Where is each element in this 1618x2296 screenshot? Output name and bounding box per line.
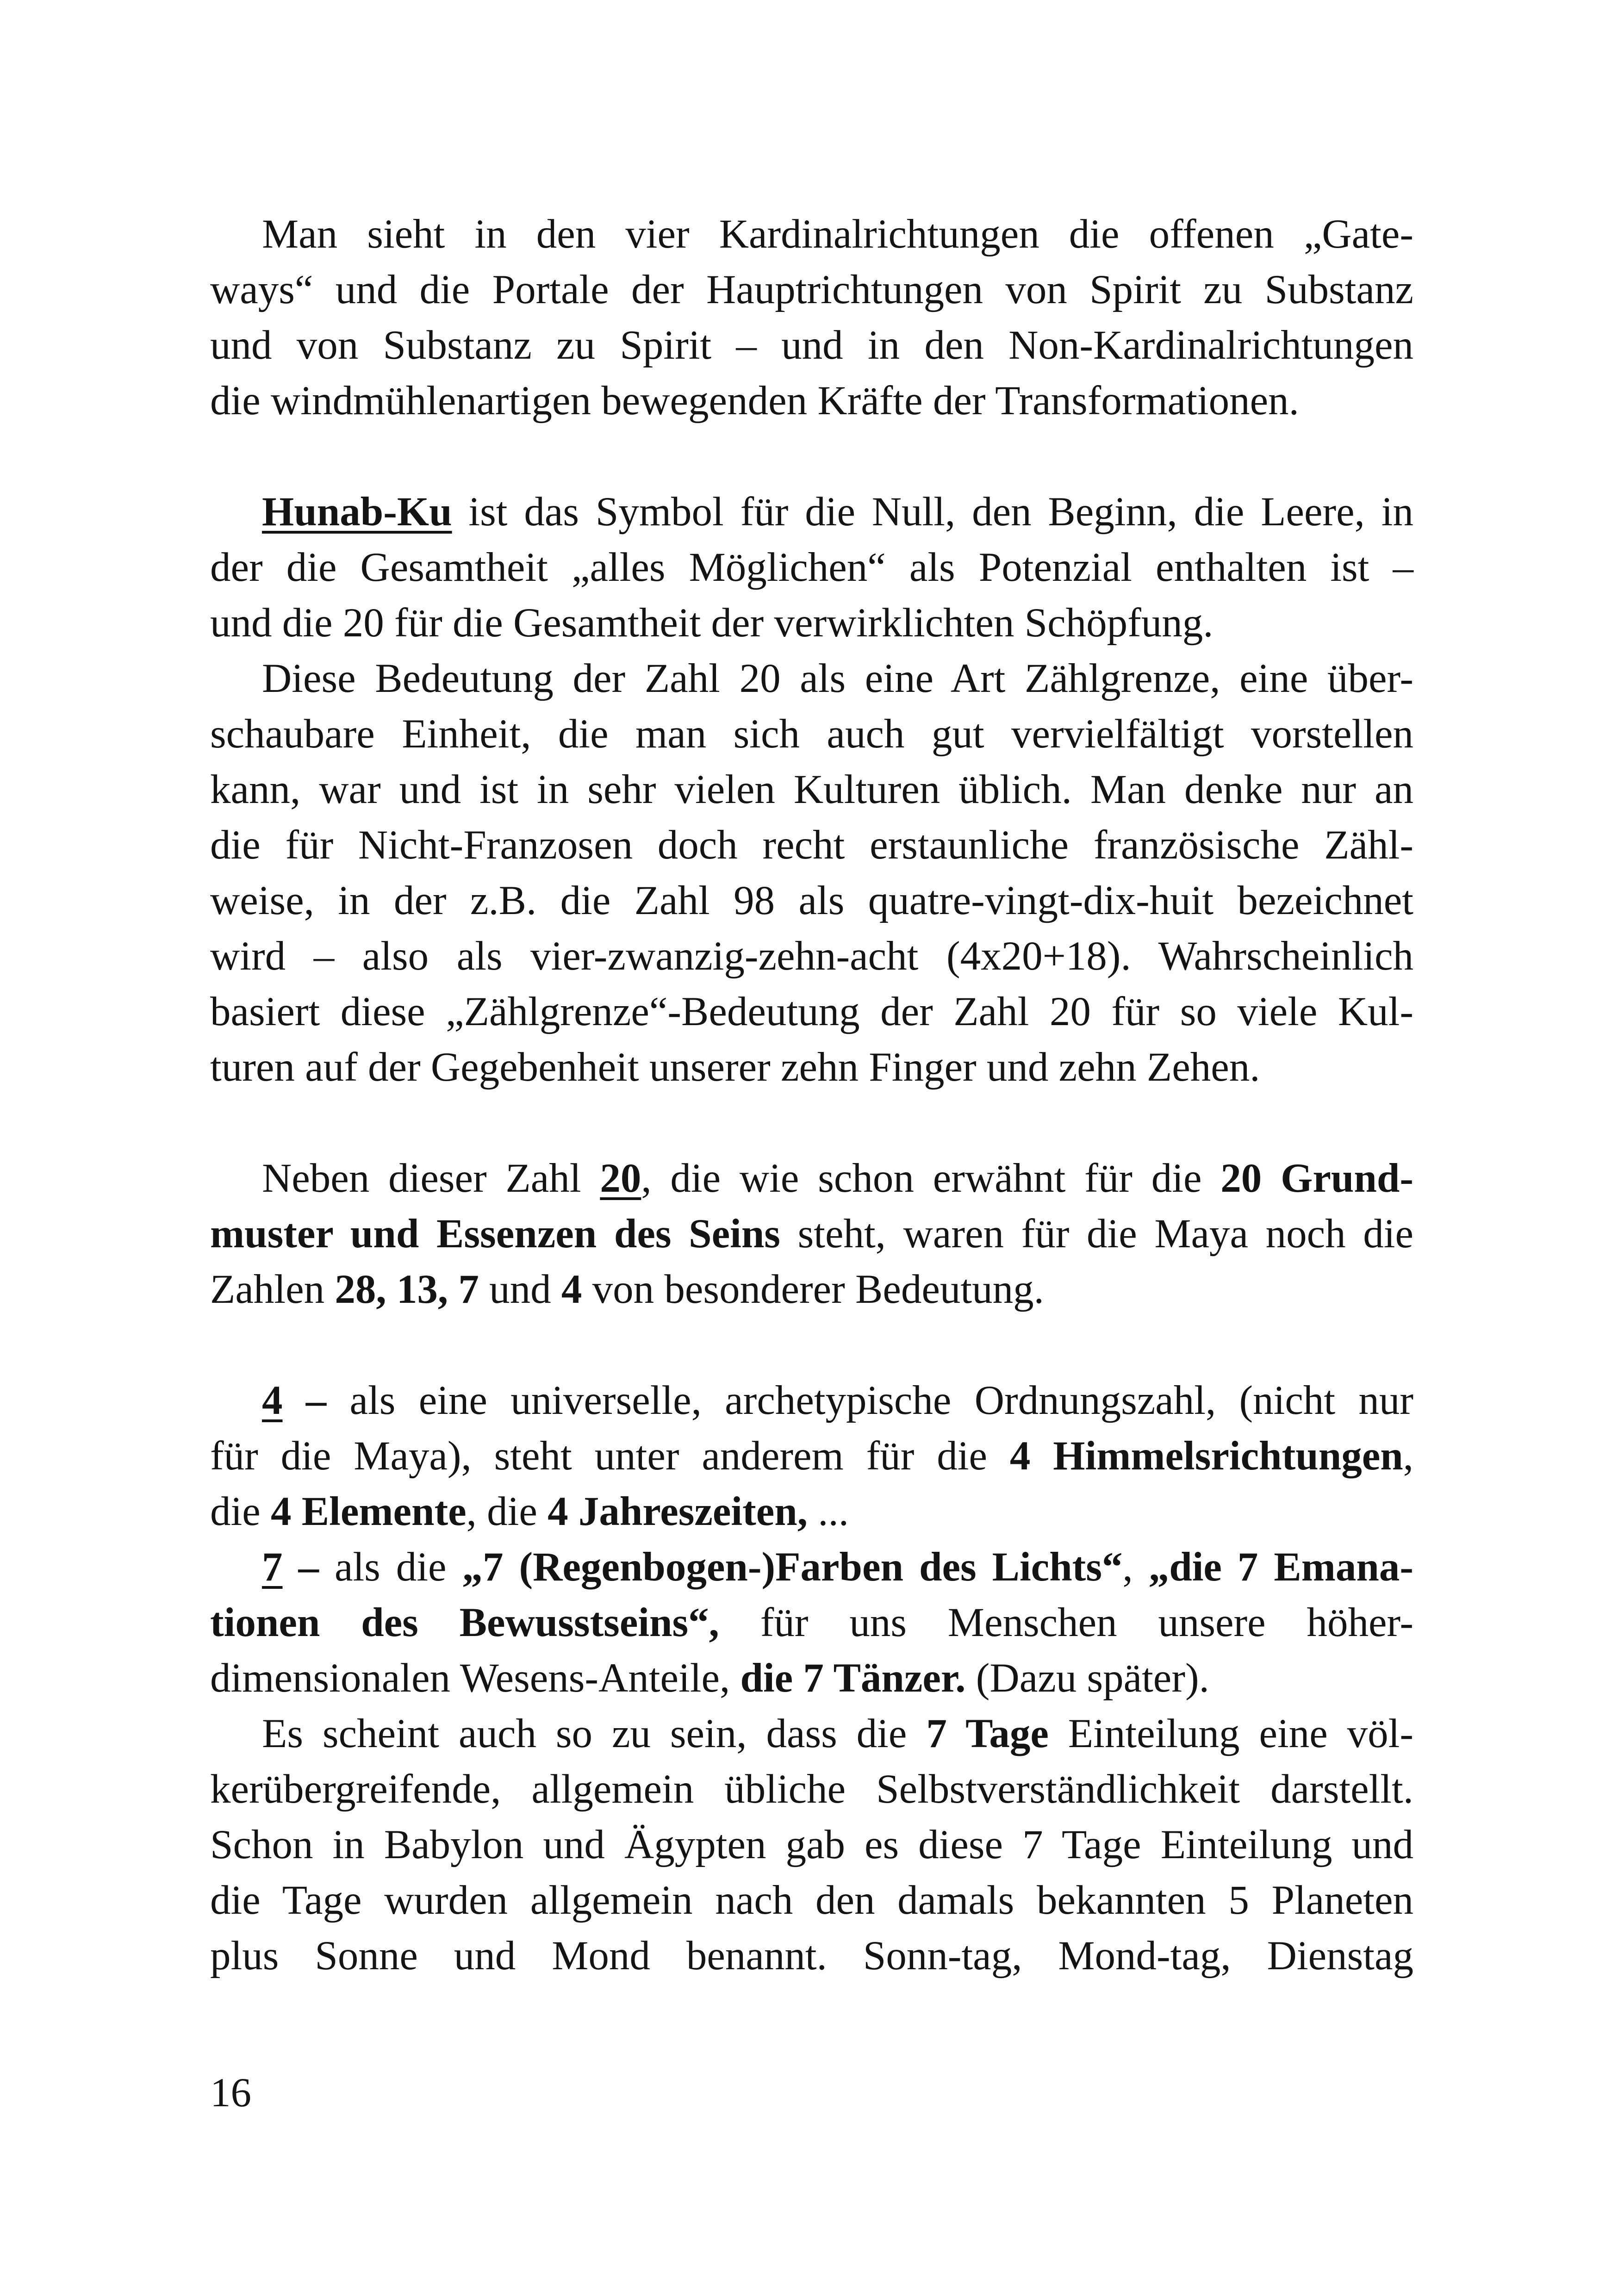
bold-text: die 7 Tänzer. bbox=[740, 1655, 966, 1701]
dash: – bbox=[282, 1544, 319, 1590]
text-line: kann, war und ist in sehr vielen Kulturen üblich. Man denke nur an bbox=[210, 767, 1413, 812]
text-line: die Tage wurden allgemein nach den damals bekannten 5 Planeten bbox=[210, 1878, 1413, 1923]
text-line bbox=[262, 1151, 1413, 1206]
text-span: , bbox=[1403, 1433, 1413, 1479]
bold-text: „7 (Regenbogen-)Farben des Lichts“ bbox=[462, 1544, 1123, 1590]
text-line: der die Gesamtheit „alles Möglichen“ als Potenzial enthalten ist – bbox=[210, 545, 1413, 590]
text-line: kerübergreifende, allgemein übliche Selbstverständlichkeit darstellt. bbox=[210, 1767, 1413, 1812]
text-span: Zahlen bbox=[210, 1267, 335, 1312]
number-7: 7 bbox=[262, 1544, 283, 1590]
text-span: Es scheint auch so zu sein, dass die bbox=[262, 1711, 927, 1756]
text-line: wird – also als vier-zwanzig-zehn-acht (4x20+18). Wahrscheinlich bbox=[210, 933, 1413, 979]
text-line: und die 20 für die Gesamtheit der verwirklichten Schöpfung. bbox=[210, 600, 1214, 646]
text-line: Diese Bedeutung der Zahl 20 als eine Art Zählgrenze, eine über- bbox=[262, 656, 1413, 701]
bold-text: 4 Jahreszeiten, bbox=[548, 1489, 808, 1534]
text-line bbox=[210, 1650, 1413, 1706]
bold-text: muster und Essenzen des Seins bbox=[210, 1211, 780, 1257]
bold-text: tionen des Bewusstseins“, bbox=[210, 1600, 719, 1645]
text-line: plus Sonne und Mond benannt. Sonn-tag, Mond-tag, Dienstag bbox=[210, 1933, 1413, 1979]
text-span: ... bbox=[808, 1489, 849, 1534]
text-line: basiert diese „Zählgrenze“-Bedeutung der Zahl 20 für so viele Kul- bbox=[210, 989, 1413, 1034]
text-line bbox=[210, 1595, 1413, 1650]
number-4: 4 bbox=[262, 1378, 283, 1423]
text-line: ways“ und die Portale der Hauptrichtungen von Spirit zu Substanz bbox=[210, 267, 1413, 312]
text-line: und von Substanz zu Spirit – und in den Non-Kardinalrichtungen bbox=[210, 323, 1413, 368]
text-span: für uns Menschen unsere höher- bbox=[719, 1600, 1413, 1645]
text-span: als die bbox=[318, 1544, 462, 1590]
text-span: und bbox=[479, 1267, 561, 1312]
text-line: Man sieht in den vier Kardinalrichtungen die offenen „Gate- bbox=[262, 212, 1413, 257]
text-span: (Dazu später). bbox=[965, 1655, 1209, 1701]
text-span: dimensionalen Wesens-Anteile, bbox=[210, 1655, 741, 1701]
page-number: 16 bbox=[210, 2070, 251, 2116]
text-span: die bbox=[210, 1489, 271, 1534]
text-line bbox=[210, 1206, 1413, 1262]
dash: – bbox=[282, 1378, 327, 1423]
text-line bbox=[262, 1706, 1413, 1761]
text-line bbox=[262, 484, 1413, 540]
text-span: ist das Symbol für die Null, den Beginn, die Leere, in bbox=[452, 489, 1413, 535]
text-span: als eine universelle, archetypische Ordnungszahl, (nicht nur bbox=[326, 1378, 1414, 1423]
bold-text: 4 Himmelsrichtungen bbox=[1009, 1433, 1403, 1479]
number-20: 20 bbox=[600, 1156, 641, 1201]
text-span: Neben dieser Zahl bbox=[262, 1156, 600, 1201]
text-span: , die wie schon erwähnt für die bbox=[641, 1156, 1221, 1201]
text-span: für die Maya), steht unter anderem für die bbox=[210, 1433, 1010, 1479]
bold-text: 4 Elemente bbox=[270, 1489, 467, 1534]
text-line: turen auf der Gegebenheit unserer zehn Finger und zehn Zehen. bbox=[210, 1045, 1260, 1090]
text-span: von besonderer Bedeutung. bbox=[582, 1267, 1044, 1312]
text-line: die windmühlenartigen bewegenden Kräfte der Transformationen. bbox=[210, 378, 1299, 423]
text-span: steht, waren für die Maya noch die bbox=[780, 1211, 1413, 1257]
text-line: die für Nicht-Franzosen doch recht erstaunliche französische Zähl- bbox=[210, 822, 1413, 868]
text-line: Schon in Babylon und Ägypten gab es diese 7 Tage Einteilung und bbox=[210, 1822, 1413, 1867]
text-line bbox=[262, 1539, 1413, 1595]
text-line bbox=[210, 1428, 1413, 1484]
text-line bbox=[262, 1373, 1413, 1428]
term-hunab-ku: Hunab-Ku bbox=[262, 489, 452, 535]
text-line: schaubare Einheit, die man sich auch gut vervielfältigt vorstellen bbox=[210, 711, 1413, 757]
bold-text: 7 Tage bbox=[926, 1711, 1049, 1756]
text-line: weise, in der z.B. die Zahl 98 als quatre-vingt-dix-huit bezeichnet bbox=[210, 878, 1413, 923]
text-span: , bbox=[1122, 1544, 1149, 1590]
bold-text: 20 Grund- bbox=[1220, 1156, 1413, 1201]
bold-text: 28, 13, 7 bbox=[335, 1267, 479, 1312]
bold-text: „die 7 Emana- bbox=[1148, 1544, 1414, 1590]
bold-text: 4 bbox=[561, 1267, 582, 1312]
text-line bbox=[210, 1262, 1413, 1317]
text-span: , die bbox=[466, 1489, 548, 1534]
text-line bbox=[210, 1484, 1413, 1539]
text-span: Einteilung eine völ- bbox=[1048, 1711, 1414, 1756]
